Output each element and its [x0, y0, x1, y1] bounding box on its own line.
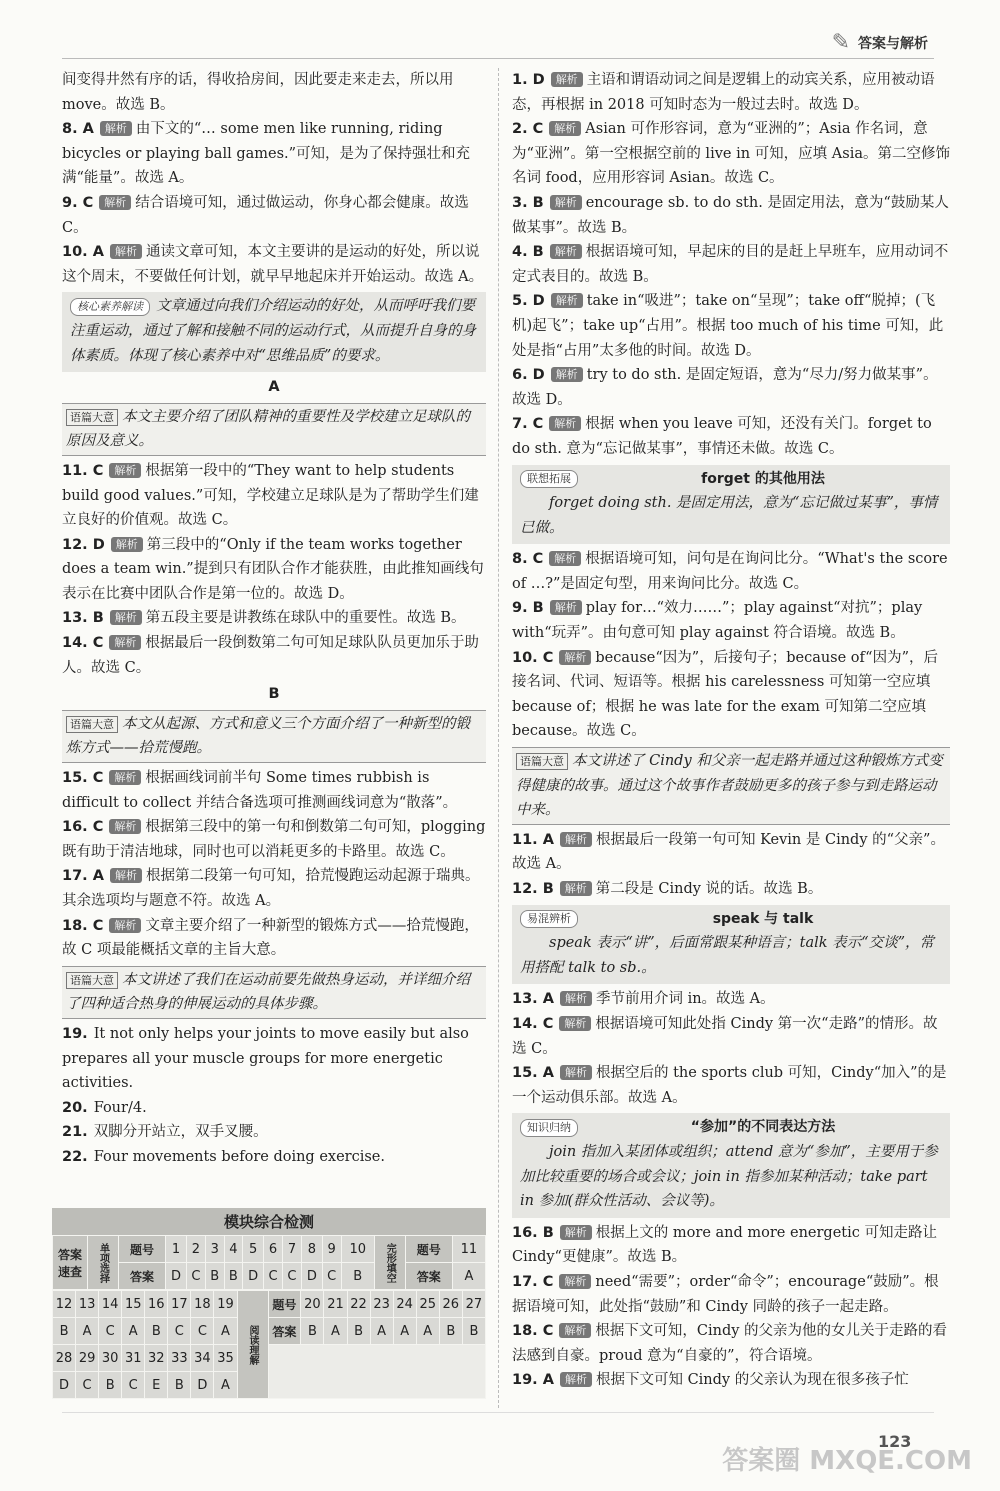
ans-cell: C: [282, 1263, 301, 1290]
num-cell: 5: [243, 1236, 264, 1263]
single-choice-label: 单项选择: [88, 1236, 119, 1290]
ans-cell: B: [347, 1318, 370, 1345]
doodle-icon: ✎: [831, 30, 850, 55]
num-cell: 9: [322, 1236, 341, 1263]
answer-quick-check: [52, 1208, 486, 1399]
answer-item: 4. B 解析 根据语境可知，早起床的目的是赶上早班车，应用动词不定式表目的。故选 B。: [512, 244, 949, 285]
num-cell: 3: [205, 1236, 224, 1263]
answer-item: 15. C 解析 根据画线词前半句 Some times rubbish is difficult to collect 并结合备选项可推测画线词意为“散落”。: [62, 770, 458, 811]
confusion-box: 易混辨析 speak 与 talk speak 表示“讲”，后面常跟某种语言；talk 表示“交谈”，常用搭配 talk to sb.。: [512, 905, 950, 985]
reading-label: 阅读理解: [237, 1291, 268, 1399]
cloze-label: 完形填空: [374, 1236, 405, 1290]
tihao-label: 题号: [119, 1236, 166, 1263]
answer-item: 22. Four movements before doing exercise.: [62, 1148, 385, 1165]
extension-box: 联想拓展 forget 的其他用法 forget doing sth. 是固定用法，意为“忘记做过某事”，事情已做。: [512, 465, 950, 545]
ans-cell: A: [76, 1318, 99, 1345]
tihao-label: 题号: [405, 1236, 452, 1263]
answer-item: 1. D 解析 主语和谓语动词之间是逻辑上的动宾关系，应用被动语态，再根据 in 2018 可知时态为一般过去时。故选 D。: [512, 72, 935, 113]
ans-cell: C: [186, 1263, 205, 1290]
num-cell: 22: [347, 1291, 370, 1318]
answer-item: 21. 双脚分开站立，双手叉腰。: [62, 1124, 268, 1141]
ans-cell: B: [99, 1372, 122, 1399]
header-rule: [62, 58, 934, 59]
answer-item: 14. C 解析 根据最后一段倒数第二句可知足球队队员更加乐于助人。故选 C。: [62, 635, 479, 676]
answer-item: 12. B 解析 第二段是 Cindy 说的话。故选 B。: [512, 881, 823, 897]
num-cell: 23: [370, 1291, 393, 1318]
passage-summary: 语篇大意 本文主要介绍了团队精神的重要性及学校建立足球队的原因及意义。: [62, 403, 486, 456]
knowledge-box: 知识归纳 “参加”的不同表达方法 join 指加入某团体或组织；attend 意为“参加”，主要用于参加比较重要的场合或会议；join in 指参加某种活动；take part in 参加(群众性活动、会议等)。: [512, 1113, 950, 1217]
passage-summary: 语篇大意 本文从起源、方式和意义三个方面介绍了一种新型的锻炼方式——拾荒慢跑。: [62, 710, 486, 763]
answer-item: 2. C 解析 Asian 可作形容词，意为“亚洲的”；Asia 作名词，意为“亚洲”。第一空根据空前的 live in 可知，应填 Asia。第二空修饰名词 food，应用形容词 Asian。故选 C。: [512, 121, 950, 187]
num-cell: 29: [76, 1345, 99, 1372]
ans-cell: D: [191, 1372, 214, 1399]
answer-item: 18. C 解析 根据下文可知，Cindy 的父亲为他的女儿关于走路的看法感到自豪。proud 意为“自豪的”，符合语境。: [512, 1323, 948, 1364]
num-cell: 16: [145, 1291, 168, 1318]
answer-item: 10. C 解析 because“因为”，后接句子；because of“因为”，后接名词、代词、短语等。根据 his carelessness 可知第一空应填 because of；根据 he was late for the exam 可知第二空应填 because。故选 C。: [512, 649, 938, 740]
ans-cell: B: [205, 1263, 224, 1290]
num-cell: 21: [324, 1291, 347, 1318]
answer-item: 8. A 解析 由下文的“… some men like running, riding bicycles or playing ball games.”可知，是为了保持强壮和充满“能量”。故选 A。: [62, 121, 471, 187]
num-cell: 34: [191, 1345, 214, 1372]
num-cell: 2: [186, 1236, 205, 1263]
left-column: [62, 68, 486, 1170]
ans-cell: A: [393, 1318, 416, 1345]
num-cell: 35: [214, 1345, 237, 1372]
daan-label: 答案: [268, 1318, 301, 1345]
answer-item: 17. A 解析 根据第二段第一句可知，拾荒慢跑运动起源于瑞典。其余选项均与题意不符。故选 A。: [62, 868, 480, 909]
ans-cell: D: [243, 1263, 264, 1290]
section-heading: A: [268, 379, 280, 396]
core-literacy-box: 核心素养解读 文章通过向我们介绍运动的好处，从而呼吁我们要注重运动，通过了解和接触不同的运动行式，从而提升自身的身体素质。体现了核心素养中对“思维品质”的要求。: [62, 292, 486, 372]
num-cell: 18: [191, 1291, 214, 1318]
num-cell: 12: [53, 1291, 76, 1318]
num-cell: 19: [214, 1291, 237, 1318]
ans-cell: C: [122, 1372, 145, 1399]
answer-table-row2: [52, 1290, 486, 1399]
ans-cell: A: [214, 1372, 237, 1399]
ans-cell: D: [53, 1372, 76, 1399]
answer-item: 16. B 解析 根据上文的 more and more energetic 可知走路让 Cindy“更健康”。故选 B。: [512, 1224, 937, 1266]
daan-label: 答案: [405, 1263, 452, 1290]
answer-item: 3. B 解析 encourage sb. to do sth. 是固定用法，意为“鼓励某人做某事”。故选 B。: [512, 194, 949, 236]
num-cell: 6: [263, 1236, 282, 1263]
answer-table-title: 模块综合检测: [52, 1208, 486, 1235]
num-cell: 31: [122, 1345, 145, 1372]
num-cell: 32: [145, 1345, 168, 1372]
num-cell: 30: [99, 1345, 122, 1372]
right-column: [512, 68, 950, 1393]
ans-cell: A: [416, 1318, 439, 1345]
answer-item: 8. C 解析 根据语境可知，问句是在询问比分。“What's the score of …?”是固定句型，用来询问比分。故选 C。: [512, 551, 948, 592]
answer-item: 15. A 解析 根据空后的 the sports club 可知，Cindy“加入”的是一个运动俱乐部。故选 A。: [512, 1065, 947, 1106]
num-cell: 20: [301, 1291, 324, 1318]
tihao-label: 题号: [268, 1291, 301, 1318]
answer-item: 20. Four/4.: [62, 1099, 147, 1116]
answer-item: 7. C 解析 根据 when you leave 可知，还没有关门。forget to do sth. 意为“忘记做某事”，事情还未做。故选 C。: [512, 416, 932, 457]
answer-item: 12. D 解析 第三段中的“Only if the team works together does a team win.”提到只有团队合作才能获胜，由此推知画线句表示在比赛中团队合作是第一位的。故选 D。: [62, 536, 484, 602]
ans-cell: B: [224, 1263, 243, 1290]
num-cell: 4: [224, 1236, 243, 1263]
ans-cell: B: [462, 1318, 485, 1345]
page-header: [832, 30, 928, 55]
num-cell: 33: [168, 1345, 191, 1372]
num-cell: 13: [76, 1291, 99, 1318]
answer-item: 6. D 解析 try to do sth. 是固定短语，意为“尽力/努力做某事”。故选 D。: [512, 367, 938, 408]
answer-item: 18. C 解析 文章主要介绍了一种新型的锻炼方式——拾荒慢跑，故 C 项最能概括文章的主旨大意。: [62, 917, 479, 959]
num-cell: 14: [99, 1291, 122, 1318]
answer-item: 19. A 解析 根据下文可知 Cindy 的父亲认为现在很多孩子忙: [512, 1372, 909, 1389]
num-cell: 24: [393, 1291, 416, 1318]
ans-cell: B: [53, 1318, 76, 1345]
ans-cell: E: [145, 1372, 168, 1399]
continued-text: 间变得井然有序的话，得收拾房间，因此要走来走去，所以用move。故选 B。: [62, 72, 454, 113]
ans-cell: B: [145, 1318, 168, 1345]
header-title: 答案与解析: [858, 35, 928, 52]
num-cell: 15: [122, 1291, 145, 1318]
watermark-logo: 答案圈 MXQE.COM: [722, 1446, 972, 1476]
empty-area: [268, 1345, 486, 1399]
answer-item: 14. C 解析 根据语境可知此处指 Cindy 第一次“走路”的情形。故选 C。: [512, 1015, 938, 1057]
daan-label: 答案: [119, 1263, 166, 1290]
section-heading: B: [268, 686, 280, 703]
num-cell: 28: [53, 1345, 76, 1372]
passage-summary: 语篇大意 本文讲述了 Cindy 和父亲一起走路并通过这种锻炼方式变得健康的故事。通过这个故事作者鼓励更多的孩子参与到走路运动中来。: [512, 747, 950, 825]
ans-cell: A: [324, 1318, 347, 1345]
ans-cell: A: [214, 1318, 237, 1345]
answer-item: 10. A 解析 通读文章可知，本文主要讲的是运动的好处，所以说这个周末，不要做任何计划，就早早地起床并开始运动。故选 A。: [62, 244, 484, 285]
page-number: 123: [878, 1432, 912, 1451]
answer-item: 13. A 解析 季节前用介词 in。故选 A。: [512, 991, 775, 1008]
ans-cell: B: [439, 1318, 462, 1345]
answer-item: 9. C 解析 结合语境可知，通过做运动，你身心都会健康。故选 C。: [62, 194, 469, 236]
footer-rule: [62, 1412, 934, 1413]
ans-cell: C: [168, 1318, 191, 1345]
speed-label: 答案速查: [53, 1236, 88, 1290]
num-cell: 1: [166, 1236, 187, 1263]
ans-cell: A: [452, 1263, 485, 1290]
num-cell: 26: [439, 1291, 462, 1318]
ans-cell: A: [370, 1318, 393, 1345]
ans-cell: B: [341, 1263, 374, 1290]
ans-cell: C: [191, 1318, 214, 1345]
num-cell: 7: [282, 1236, 301, 1263]
answer-item: 19. It not only helps your joints to move easily but also prepares all your muscle groups for more energetic activities.: [62, 1025, 469, 1092]
ans-cell: D: [166, 1263, 187, 1290]
answer-table: [52, 1235, 486, 1290]
answer-item: 9. B 解析 play for…“效力……”；play against“对抗”；play with“玩弄”。由句意可知 play against 符合语境。故选 B。: [512, 600, 923, 642]
num-cell: 25: [416, 1291, 439, 1318]
ans-cell: C: [76, 1372, 99, 1399]
answer-item: 16. C 解析 根据第三段中的第一句和倒数第二句可知，plogging 既有助于清洁地球，同时也可以消耗更多的卡路里。故选 C。: [62, 819, 486, 860]
num-cell: 10: [341, 1236, 374, 1263]
column-divider: [498, 68, 499, 1408]
num-cell: 17: [168, 1291, 191, 1318]
answer-item: 17. C 解析 need“需要”；order“命令”；encourage“鼓励”。根据语境可知，此处指“鼓励”和 Cindy 同龄的孩子一起走路。: [512, 1273, 939, 1315]
answer-item: 11. A 解析 根据最后一段第一句可知 Kevin 是 Cindy 的“父亲”。故选 A。: [512, 831, 945, 873]
answer-item: 5. D 解析 take in“吸进”；take on“呈现”；take off“脱掉；(飞机)起飞”；take up“占用”。根据 too much of his time 可知，此处是指“占用”太多他的时间。故选 D。: [512, 293, 944, 359]
ans-cell: B: [301, 1318, 324, 1345]
num-cell: 8: [301, 1236, 322, 1263]
num-cell: 27: [462, 1291, 485, 1318]
answer-item: 13. B 解析 第五段主要是讲教练在球队中的重要性。故选 B。: [62, 610, 466, 627]
ans-cell: D: [301, 1263, 322, 1290]
ans-cell: A: [122, 1318, 145, 1345]
answer-item: 11. C 解析 根据第一段中的“They want to help students build good values.”可知，学校建立足球队是为了帮助学生们建立良好的价值观。故选 C。: [62, 462, 479, 529]
ans-cell: B: [168, 1372, 191, 1399]
num-cell: 11: [452, 1236, 485, 1263]
passage-summary: 语篇大意 本文讲述了我们在运动前要先做热身运动，并详细介绍了四种适合热身的伸展运动的具体步骤。: [62, 966, 486, 1019]
ans-cell: C: [263, 1263, 282, 1290]
ans-cell: C: [322, 1263, 341, 1290]
ans-cell: C: [99, 1318, 122, 1345]
